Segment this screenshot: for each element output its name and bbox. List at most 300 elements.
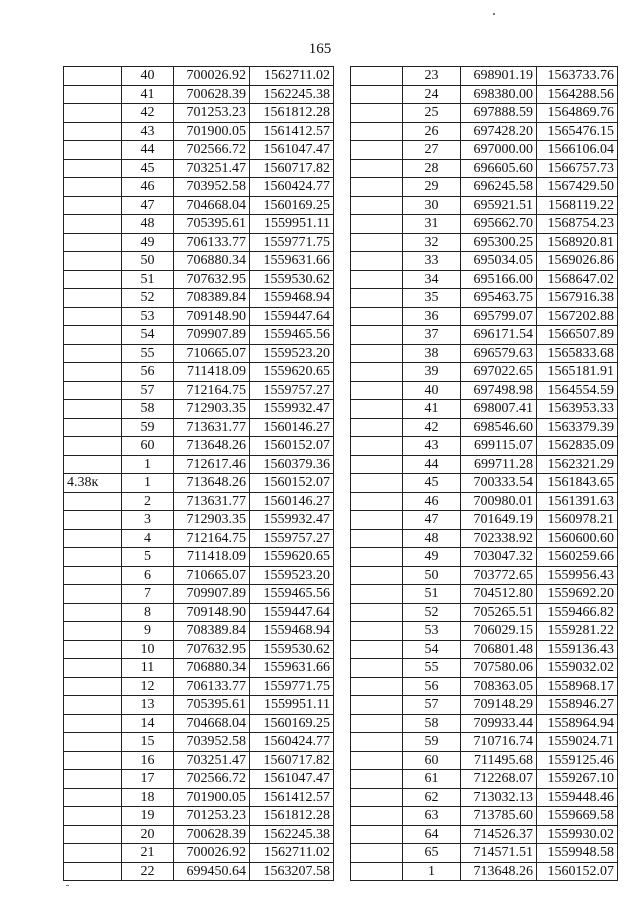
x-coordinate-cell: 711495.68 (461, 751, 537, 770)
section-cell: 4.38к (64, 474, 122, 493)
point-number-cell: 31 (403, 215, 461, 234)
x-coordinate-cell: 712268.07 (461, 770, 537, 789)
y-coordinate-cell: 1560146.27 (250, 418, 334, 437)
point-number-cell: 50 (403, 566, 461, 585)
y-coordinate-cell: 1559465.56 (250, 585, 334, 604)
y-coordinate-cell: 1559530.62 (250, 270, 334, 289)
section-cell (64, 788, 122, 807)
point-number-cell: 57 (122, 381, 174, 400)
table-row (351, 289, 618, 308)
section-cell (351, 437, 403, 456)
table-row (351, 418, 618, 437)
table-row (351, 344, 618, 363)
section-cell (64, 548, 122, 567)
x-coordinate-cell: 705395.61 (174, 215, 250, 234)
section-cell (64, 307, 122, 326)
section-cell (64, 659, 122, 678)
section-cell (64, 252, 122, 271)
section-cell (64, 770, 122, 789)
y-coordinate-cell: 1559267.10 (537, 770, 618, 789)
y-coordinate-cell: 1561391.63 (537, 492, 618, 511)
point-number-cell: 12 (122, 677, 174, 696)
point-number-cell: 57 (403, 696, 461, 715)
x-coordinate-cell: 699115.07 (461, 437, 537, 456)
point-number-cell: 13 (122, 696, 174, 715)
table-row (64, 474, 334, 493)
y-coordinate-cell: 1563207.58 (250, 862, 334, 881)
table-row (64, 844, 334, 863)
y-coordinate-cell: 1559932.47 (250, 400, 334, 419)
section-cell (351, 603, 403, 622)
x-coordinate-cell: 701900.05 (174, 122, 250, 141)
table-row (64, 122, 334, 141)
y-coordinate-cell: 1559447.64 (250, 603, 334, 622)
table-row (351, 215, 618, 234)
section-cell (351, 585, 403, 604)
x-coordinate-cell: 712903.35 (174, 400, 250, 419)
section-cell (351, 659, 403, 678)
table-row (64, 307, 334, 326)
section-cell (351, 788, 403, 807)
table-row (351, 862, 618, 881)
table-row (64, 215, 334, 234)
point-number-cell: 36 (403, 307, 461, 326)
table-row (64, 788, 334, 807)
point-number-cell: 54 (122, 326, 174, 345)
point-number-cell: 65 (403, 844, 461, 863)
section-cell (351, 807, 403, 826)
table-row (351, 270, 618, 289)
y-coordinate-cell: 1559523.20 (250, 566, 334, 585)
point-number-cell: 45 (403, 474, 461, 493)
y-coordinate-cell: 1559951.11 (250, 215, 334, 234)
section-cell (64, 196, 122, 215)
section-cell (64, 344, 122, 363)
section-cell (64, 492, 122, 511)
table-row (351, 714, 618, 733)
section-cell (64, 159, 122, 178)
point-number-cell: 55 (122, 344, 174, 363)
point-number-cell: 63 (403, 807, 461, 826)
table-row (64, 751, 334, 770)
table-row (64, 807, 334, 826)
table-row (351, 381, 618, 400)
point-number-cell: 55 (403, 659, 461, 678)
point-number-cell: 58 (122, 400, 174, 419)
point-number-cell: 25 (403, 104, 461, 123)
point-number-cell: 41 (122, 85, 174, 104)
y-coordinate-cell: 1559465.56 (250, 326, 334, 345)
point-number-cell: 49 (403, 548, 461, 567)
table-row (64, 511, 334, 530)
point-number-cell: 51 (122, 270, 174, 289)
y-coordinate-cell: 1559447.64 (250, 307, 334, 326)
y-coordinate-cell: 1562835.09 (537, 437, 618, 456)
page-number: 165 (308, 41, 332, 57)
section-cell (351, 862, 403, 881)
scan-speck (66, 885, 69, 886)
y-coordinate-cell: 1559631.66 (250, 659, 334, 678)
point-number-cell: 54 (403, 640, 461, 659)
x-coordinate-cell: 713631.77 (174, 418, 250, 437)
x-coordinate-cell: 713648.26 (174, 474, 250, 493)
y-coordinate-cell: 1559024.71 (537, 733, 618, 752)
table-row (351, 252, 618, 271)
x-coordinate-cell: 698901.19 (461, 67, 537, 86)
y-coordinate-cell: 1559692.20 (537, 585, 618, 604)
point-number-cell: 7 (122, 585, 174, 604)
point-number-cell: 44 (122, 141, 174, 160)
x-coordinate-cell: 708389.84 (174, 622, 250, 641)
y-coordinate-cell: 1559932.47 (250, 511, 334, 530)
table-row (64, 418, 334, 437)
x-coordinate-cell: 709148.90 (174, 307, 250, 326)
x-coordinate-cell: 701253.23 (174, 807, 250, 826)
y-coordinate-cell: 1564554.59 (537, 381, 618, 400)
section-cell (351, 326, 403, 345)
table-row (64, 585, 334, 604)
table-row (64, 696, 334, 715)
point-number-cell: 39 (403, 363, 461, 382)
y-coordinate-cell: 1565181.91 (537, 363, 618, 382)
section-cell (351, 178, 403, 197)
section-cell (64, 122, 122, 141)
table-row (64, 178, 334, 197)
y-coordinate-cell: 1558964.94 (537, 714, 618, 733)
y-coordinate-cell: 1559125.46 (537, 751, 618, 770)
x-coordinate-cell: 697498.98 (461, 381, 537, 400)
table-row (351, 825, 618, 844)
point-number-cell: 43 (403, 437, 461, 456)
y-coordinate-cell: 1564288.56 (537, 85, 618, 104)
table-row (351, 844, 618, 863)
table-row (64, 85, 334, 104)
section-cell (64, 529, 122, 548)
section-cell (64, 381, 122, 400)
table-row (64, 270, 334, 289)
table-row (64, 252, 334, 271)
y-coordinate-cell: 1560424.77 (250, 178, 334, 197)
x-coordinate-cell: 712164.75 (174, 381, 250, 400)
x-coordinate-cell: 695799.07 (461, 307, 537, 326)
section-cell (64, 807, 122, 826)
table-row (351, 233, 618, 252)
table-row (351, 677, 618, 696)
coordinates-table-left (63, 66, 334, 881)
section-cell (351, 622, 403, 641)
table-row (351, 307, 618, 326)
section-cell (64, 622, 122, 641)
point-number-cell: 33 (403, 252, 461, 271)
point-number-cell: 42 (122, 104, 174, 123)
point-number-cell: 24 (403, 85, 461, 104)
x-coordinate-cell: 702566.72 (174, 770, 250, 789)
point-number-cell: 14 (122, 714, 174, 733)
y-coordinate-cell: 1561843.65 (537, 474, 618, 493)
table-row (64, 548, 334, 567)
point-number-cell: 58 (403, 714, 461, 733)
x-coordinate-cell: 703251.47 (174, 751, 250, 770)
x-coordinate-cell: 697888.59 (461, 104, 537, 123)
y-coordinate-cell: 1560717.82 (250, 159, 334, 178)
table-row (351, 122, 618, 141)
table-row (351, 566, 618, 585)
x-coordinate-cell: 704668.04 (174, 714, 250, 733)
section-cell (351, 566, 403, 585)
table-row (64, 733, 334, 752)
x-coordinate-cell: 700333.54 (461, 474, 537, 493)
y-coordinate-cell: 1568119.22 (537, 196, 618, 215)
point-number-cell: 38 (403, 344, 461, 363)
section-cell (64, 85, 122, 104)
x-coordinate-cell: 701253.23 (174, 104, 250, 123)
x-coordinate-cell: 709907.89 (174, 326, 250, 345)
section-cell (351, 733, 403, 752)
section-cell (351, 215, 403, 234)
table-row (351, 529, 618, 548)
table-row (64, 492, 334, 511)
y-coordinate-cell: 1560152.07 (250, 437, 334, 456)
point-number-cell: 40 (403, 381, 461, 400)
section-cell (351, 844, 403, 863)
y-coordinate-cell: 1560169.25 (250, 196, 334, 215)
y-coordinate-cell: 1559620.65 (250, 548, 334, 567)
x-coordinate-cell: 713785.60 (461, 807, 537, 826)
x-coordinate-cell: 698546.60 (461, 418, 537, 437)
x-coordinate-cell: 706133.77 (174, 233, 250, 252)
point-number-cell: 52 (122, 289, 174, 308)
x-coordinate-cell: 695921.51 (461, 196, 537, 215)
x-coordinate-cell: 705265.51 (461, 603, 537, 622)
table-row (351, 511, 618, 530)
y-coordinate-cell: 1562321.29 (537, 455, 618, 474)
y-coordinate-cell: 1559468.94 (250, 289, 334, 308)
table-row (64, 363, 334, 382)
y-coordinate-cell: 1559757.27 (250, 381, 334, 400)
y-coordinate-cell: 1561412.57 (250, 788, 334, 807)
table-row (64, 159, 334, 178)
y-coordinate-cell: 1559956.43 (537, 566, 618, 585)
table-row (64, 770, 334, 789)
x-coordinate-cell: 709933.44 (461, 714, 537, 733)
x-coordinate-cell: 697428.20 (461, 122, 537, 141)
y-coordinate-cell: 1563953.33 (537, 400, 618, 419)
table-row (351, 492, 618, 511)
point-number-cell: 34 (403, 270, 461, 289)
table-row (64, 233, 334, 252)
section-cell (351, 381, 403, 400)
y-coordinate-cell: 1567916.38 (537, 289, 618, 308)
x-coordinate-cell: 709907.89 (174, 585, 250, 604)
point-number-cell: 26 (403, 122, 461, 141)
section-cell (351, 548, 403, 567)
point-number-cell: 47 (403, 511, 461, 530)
x-coordinate-cell: 708389.84 (174, 289, 250, 308)
point-number-cell: 60 (122, 437, 174, 456)
point-number-cell: 51 (403, 585, 461, 604)
x-coordinate-cell: 708363.05 (461, 677, 537, 696)
point-number-cell: 4 (122, 529, 174, 548)
point-number-cell: 49 (122, 233, 174, 252)
x-coordinate-cell: 696171.54 (461, 326, 537, 345)
y-coordinate-cell: 1559620.65 (250, 363, 334, 382)
y-coordinate-cell: 1562245.38 (250, 825, 334, 844)
x-coordinate-cell: 713648.26 (461, 862, 537, 881)
table-row (64, 381, 334, 400)
table-row (64, 714, 334, 733)
x-coordinate-cell: 700980.01 (461, 492, 537, 511)
section-cell (64, 714, 122, 733)
x-coordinate-cell: 703952.58 (174, 178, 250, 197)
x-coordinate-cell: 700026.92 (174, 844, 250, 863)
section-cell (64, 640, 122, 659)
point-number-cell: 9 (122, 622, 174, 641)
point-number-cell: 64 (403, 825, 461, 844)
point-number-cell: 35 (403, 289, 461, 308)
y-coordinate-cell: 1560259.66 (537, 548, 618, 567)
y-coordinate-cell: 1559136.43 (537, 640, 618, 659)
section-cell (64, 104, 122, 123)
x-coordinate-cell: 704668.04 (174, 196, 250, 215)
x-coordinate-cell: 696245.58 (461, 178, 537, 197)
x-coordinate-cell: 704512.80 (461, 585, 537, 604)
table-row (351, 788, 618, 807)
x-coordinate-cell: 712164.75 (174, 529, 250, 548)
table-row (351, 141, 618, 160)
y-coordinate-cell: 1559466.82 (537, 603, 618, 622)
x-coordinate-cell: 707632.95 (174, 640, 250, 659)
point-number-cell: 45 (122, 159, 174, 178)
section-cell (351, 252, 403, 271)
y-coordinate-cell: 1568754.23 (537, 215, 618, 234)
point-number-cell: 1 (403, 862, 461, 881)
table-row (351, 640, 618, 659)
section-cell (64, 751, 122, 770)
table-row (64, 640, 334, 659)
section-cell (351, 418, 403, 437)
section-cell (64, 825, 122, 844)
x-coordinate-cell: 697000.00 (461, 141, 537, 160)
point-number-cell: 29 (403, 178, 461, 197)
x-coordinate-cell: 711418.09 (174, 548, 250, 567)
x-coordinate-cell: 714571.51 (461, 844, 537, 863)
y-coordinate-cell: 1559468.94 (250, 622, 334, 641)
table-row (351, 178, 618, 197)
x-coordinate-cell: 710665.07 (174, 344, 250, 363)
section-cell (64, 603, 122, 622)
table-row (351, 67, 618, 86)
x-coordinate-cell: 695662.70 (461, 215, 537, 234)
x-coordinate-cell: 709148.29 (461, 696, 537, 715)
y-coordinate-cell: 1564869.76 (537, 104, 618, 123)
x-coordinate-cell: 700628.39 (174, 85, 250, 104)
table-row (351, 659, 618, 678)
x-coordinate-cell: 696605.60 (461, 159, 537, 178)
x-coordinate-cell: 698380.00 (461, 85, 537, 104)
table-row (351, 751, 618, 770)
x-coordinate-cell: 706880.34 (174, 659, 250, 678)
section-cell (351, 233, 403, 252)
x-coordinate-cell: 697022.65 (461, 363, 537, 382)
y-coordinate-cell: 1559523.20 (250, 344, 334, 363)
point-number-cell: 56 (122, 363, 174, 382)
table-row (351, 196, 618, 215)
x-coordinate-cell: 700628.39 (174, 825, 250, 844)
point-number-cell: 62 (403, 788, 461, 807)
y-coordinate-cell: 1559669.58 (537, 807, 618, 826)
y-coordinate-cell: 1567202.88 (537, 307, 618, 326)
section-cell (351, 400, 403, 419)
point-number-cell: 56 (403, 677, 461, 696)
y-coordinate-cell: 1560379.36 (250, 455, 334, 474)
section-cell (64, 400, 122, 419)
y-coordinate-cell: 1562711.02 (250, 67, 334, 86)
section-cell (351, 770, 403, 789)
x-coordinate-cell: 706029.15 (461, 622, 537, 641)
section-cell (351, 85, 403, 104)
y-coordinate-cell: 1559771.75 (250, 233, 334, 252)
table-row (351, 585, 618, 604)
y-coordinate-cell: 1563733.76 (537, 67, 618, 86)
section-cell (351, 751, 403, 770)
y-coordinate-cell: 1566106.04 (537, 141, 618, 160)
section-cell (64, 270, 122, 289)
table-row (64, 566, 334, 585)
table-row (64, 603, 334, 622)
x-coordinate-cell: 703047.32 (461, 548, 537, 567)
point-number-cell: 30 (403, 196, 461, 215)
point-number-cell: 1 (122, 474, 174, 493)
section-cell (64, 437, 122, 456)
point-number-cell: 32 (403, 233, 461, 252)
section-cell (351, 307, 403, 326)
section-cell (64, 418, 122, 437)
y-coordinate-cell: 1560600.60 (537, 529, 618, 548)
table-row (64, 344, 334, 363)
x-coordinate-cell: 700026.92 (174, 67, 250, 86)
x-coordinate-cell: 705395.61 (174, 696, 250, 715)
y-coordinate-cell: 1562245.38 (250, 85, 334, 104)
y-coordinate-cell: 1562711.02 (250, 844, 334, 863)
y-coordinate-cell: 1560152.07 (537, 862, 618, 881)
table-row (351, 437, 618, 456)
section-cell (351, 159, 403, 178)
x-coordinate-cell: 710716.74 (461, 733, 537, 752)
x-coordinate-cell: 714526.37 (461, 825, 537, 844)
y-coordinate-cell: 1565833.68 (537, 344, 618, 363)
section-cell (351, 474, 403, 493)
table-row (351, 474, 618, 493)
section-cell (64, 511, 122, 530)
section-cell (351, 67, 403, 86)
point-number-cell: 3 (122, 511, 174, 530)
y-coordinate-cell: 1560424.77 (250, 733, 334, 752)
point-number-cell: 40 (122, 67, 174, 86)
y-coordinate-cell: 1558946.27 (537, 696, 618, 715)
x-coordinate-cell: 703251.47 (174, 159, 250, 178)
point-number-cell: 46 (122, 178, 174, 197)
point-number-cell: 28 (403, 159, 461, 178)
x-coordinate-cell: 703772.65 (461, 566, 537, 585)
x-coordinate-cell: 713648.26 (174, 437, 250, 456)
section-cell (64, 696, 122, 715)
table-row (64, 196, 334, 215)
table-row (351, 363, 618, 382)
point-number-cell: 42 (403, 418, 461, 437)
x-coordinate-cell: 699450.64 (174, 862, 250, 881)
y-coordinate-cell: 1561812.28 (250, 807, 334, 826)
x-coordinate-cell: 695166.00 (461, 270, 537, 289)
